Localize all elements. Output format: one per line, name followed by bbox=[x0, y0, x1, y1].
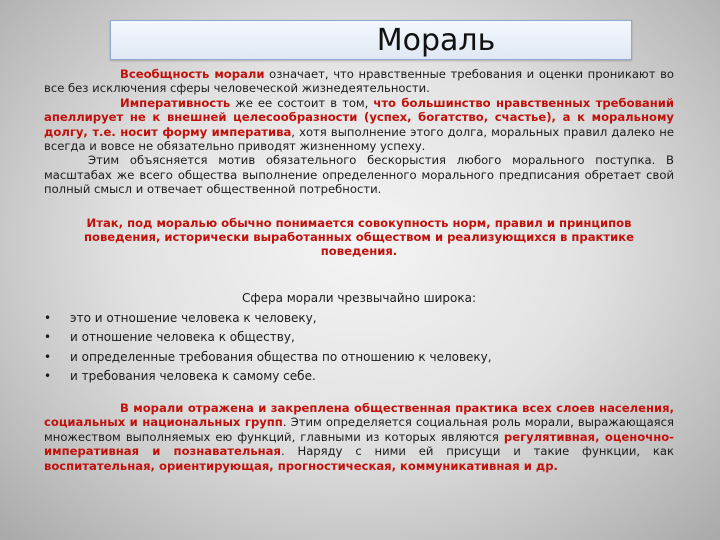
functions-red-1: В морали отражена и закреплена общественная практика всех слоев населения, социальных и национальных групп bbox=[44, 400, 674, 430]
paragraph-universality bbox=[44, 67, 674, 96]
title-box bbox=[110, 20, 632, 60]
list-item bbox=[44, 309, 674, 329]
paragraph-motive: Этим объясняется мотив обязательного бескорыстия любого морального поступка. В масштабах же всего общества выполнение определенного морального предписания обретает свой полный смысл и отвечает общественной потребности. bbox=[44, 153, 674, 197]
term-imperativeness: Императивность bbox=[120, 95, 231, 110]
imperativeness-text-2: , хотя выполнение этого долга, моральных правил далеко не всегда и вовсе не обязательно приводят жизненному успеху. bbox=[44, 124, 674, 154]
paragraph-imperativeness bbox=[44, 96, 674, 154]
morality-definition: Итак, под моралью обычно понимается совокупность норм, правил и принципов поведения, исторически выработанных обществом и реализующихся в практике поведения. bbox=[83, 215, 634, 259]
slide-title: Мораль bbox=[376, 23, 496, 58]
sphere-list bbox=[44, 309, 674, 387]
list-item-text: и отношение человека к обществу, bbox=[70, 330, 295, 345]
list-item bbox=[44, 348, 674, 368]
functions-red-2: регулятивная, оценочно-императивная и познавательная bbox=[44, 429, 674, 459]
paragraph-functions bbox=[44, 401, 674, 473]
functions-text-2: . Наряду с ними ей присущи и такие функции, как bbox=[280, 444, 674, 459]
list-item-text: и требования человека к самому себе. bbox=[70, 369, 316, 384]
bullet-icon: • bbox=[44, 349, 52, 364]
list-item bbox=[44, 328, 674, 348]
bullet-icon: • bbox=[44, 310, 52, 325]
list-item bbox=[44, 367, 674, 387]
functions-red-3: воспитательная, ориентирующая, прогностическая, коммуникативная и др. bbox=[44, 458, 558, 473]
imperativeness-red-1: что большинство нравственных требований апеллирует не к внешней целесообразности (успех, богатство, счастье), а к моральному долгу, т.е. носит форму императива bbox=[44, 95, 674, 139]
list-item-text: и определенные требования общества по отношению к человеку, bbox=[70, 349, 492, 364]
universality-text: означает, что нравственные требования и оценки проникают во все без исключения сферы человеческой жизнедеятельности. bbox=[44, 67, 674, 96]
term-universality: Всеобщность морали bbox=[120, 67, 265, 81]
functions-text-1: . Этим определяется социальная роль морали, выражающаяся множеством выполняемых ею функций, главными из которых являются bbox=[44, 415, 674, 444]
slide-content bbox=[44, 67, 674, 473]
bullet-icon: • bbox=[44, 369, 52, 384]
imperativeness-text-1: же ее состоит в том, bbox=[230, 95, 374, 110]
bullet-icon: • bbox=[44, 330, 52, 345]
list-item-text: это и отношение человека к человеку, bbox=[70, 310, 317, 325]
sphere-title: Сфера морали чрезвычайно широка: bbox=[241, 290, 477, 305]
